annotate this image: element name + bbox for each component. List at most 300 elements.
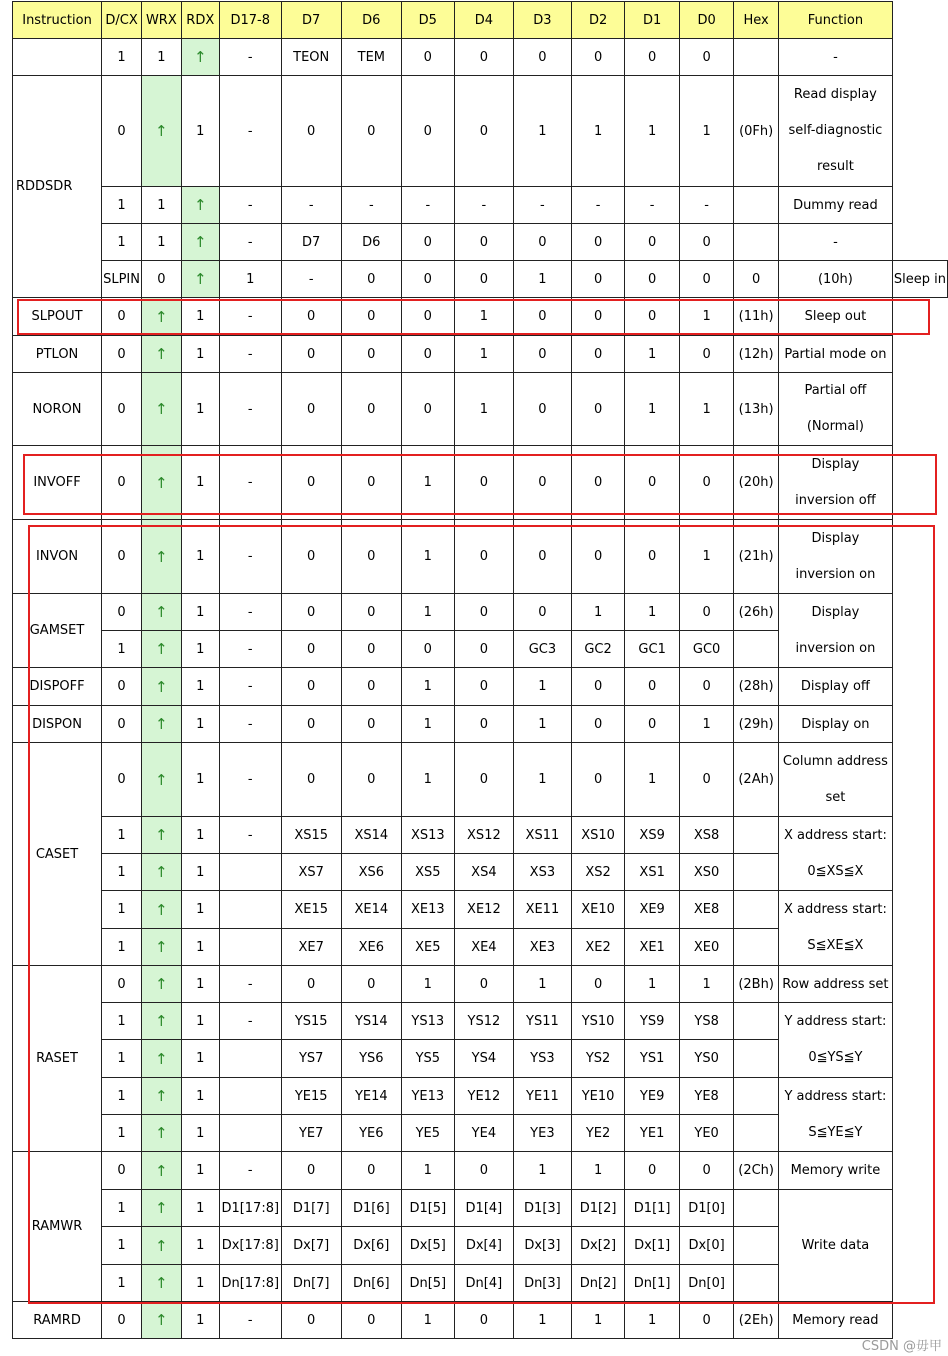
table-cell: XE8: [679, 891, 733, 929]
table-cell: 1: [181, 817, 219, 854]
table-cell: Write data: [778, 1190, 892, 1302]
table-cell: Dn[1]: [625, 1265, 679, 1302]
table-cell: 1: [181, 1227, 219, 1265]
table-cell: YS5: [401, 1040, 454, 1078]
wrx-rising-edge-cell: ↑: [142, 854, 182, 891]
table-cell: 0: [625, 1152, 679, 1190]
table-cell: YS2: [571, 1040, 625, 1078]
table-cell: SLPIN: [102, 261, 142, 298]
table-cell: 1: [181, 854, 219, 891]
table-cell: 0: [102, 76, 142, 187]
table-cell: D1[7]: [281, 1190, 341, 1227]
table-cell: 0: [571, 224, 625, 261]
table-cell: Display inversion off: [778, 446, 892, 520]
table-cell: XS8: [679, 817, 733, 854]
table-cell: D7: [281, 224, 341, 261]
table-cell: YS13: [401, 1003, 454, 1040]
table-cell: Dn[17:8]: [219, 1265, 281, 1302]
table-cell: 0: [281, 668, 341, 706]
table-cell: D1[3]: [514, 1190, 572, 1227]
table-cell: -: [219, 668, 281, 706]
table-cell: 1: [401, 1302, 454, 1339]
table-cell: 1: [102, 1003, 142, 1040]
table-cell: 0: [401, 631, 454, 668]
table-cell: 0: [281, 631, 341, 668]
table-cell: -: [219, 1003, 281, 1040]
table-cell: 1: [219, 261, 281, 298]
table-cell: 1: [401, 446, 454, 520]
table-cell: 1: [102, 891, 142, 929]
table-cell: 0: [281, 706, 341, 743]
table-cell: X address start: 0≦XS≦X: [778, 817, 892, 891]
table-cell: XS15: [281, 817, 341, 854]
table-cell: 1: [514, 706, 572, 743]
table-cell: Sleep out: [778, 298, 892, 336]
table-cell: -: [514, 187, 572, 224]
table-cell: [734, 1227, 779, 1265]
table-cell: [13, 39, 102, 76]
table-cell: [734, 854, 779, 891]
table-cell: [219, 854, 281, 891]
table-cell: 1: [102, 1190, 142, 1227]
table-cell: Y address start: S≦YE≦Y: [778, 1078, 892, 1152]
table-cell: 1: [181, 891, 219, 929]
table-cell: 1: [181, 966, 219, 1003]
table-cell: -: [219, 336, 281, 373]
table-cell: Y address start: 0≦YS≦Y: [778, 1003, 892, 1078]
table-cell: 0: [514, 336, 572, 373]
table-cell: 0: [102, 743, 142, 817]
table-row: [13, 1078, 948, 1115]
table-cell: 1: [142, 39, 182, 76]
wrx-rising-edge-cell: ↑: [142, 373, 182, 446]
wrx-rising-edge-cell: ↑: [142, 1265, 182, 1302]
table-cell: 1: [181, 298, 219, 336]
table-cell: [734, 39, 779, 76]
table-cell: 0: [625, 706, 679, 743]
table-cell: XE7: [281, 929, 341, 966]
table-cell: 1: [454, 373, 513, 446]
table-cell: XS3: [514, 854, 572, 891]
table-cell: -: [219, 520, 281, 594]
table-cell: XE0: [679, 929, 733, 966]
table-cell: Dn[0]: [679, 1265, 733, 1302]
header-cell: D5: [401, 2, 454, 39]
table-cell: [734, 1040, 779, 1078]
wrx-rising-edge-cell: ↑: [142, 298, 182, 336]
table-cell: (29h): [734, 706, 779, 743]
table-cell: X address start: S≦XE≦X: [778, 891, 892, 966]
table-cell: 1: [142, 187, 182, 224]
table-cell: 0: [281, 1302, 341, 1339]
table-row: [13, 224, 948, 261]
table-cell: 1: [142, 224, 182, 261]
table-cell: XS12: [454, 817, 513, 854]
table-cell: Dx[2]: [571, 1227, 625, 1265]
table-cell: 0: [679, 1152, 733, 1190]
table-cell: 1: [102, 1040, 142, 1078]
table-cell: -: [219, 706, 281, 743]
wrx-rising-edge-cell: ↑: [181, 261, 219, 298]
table-cell: (2Bh): [734, 966, 779, 1003]
table-cell: 0: [401, 76, 454, 187]
table-cell: XE13: [401, 891, 454, 929]
table-row: [13, 817, 948, 854]
table-cell: -: [778, 224, 892, 261]
table-row: [13, 373, 948, 446]
header-cell: Function: [778, 2, 892, 39]
table-cell: XE2: [571, 929, 625, 966]
table-cell: 0: [102, 1302, 142, 1339]
table-cell: 0: [281, 446, 341, 520]
table-cell: Dn[7]: [281, 1265, 341, 1302]
table-cell: -: [219, 594, 281, 631]
table-cell: [734, 1115, 779, 1152]
table-cell: 1: [181, 929, 219, 966]
table-cell: 1: [102, 1227, 142, 1265]
table-cell: 0: [341, 520, 401, 594]
table-cell: 1: [102, 187, 142, 224]
table-cell: 1: [102, 854, 142, 891]
table-cell: (26h): [734, 594, 779, 631]
table-cell: XS7: [281, 854, 341, 891]
table-cell: 0: [102, 336, 142, 373]
table-cell: (11h): [734, 298, 779, 336]
table-cell: 0: [679, 261, 733, 298]
wrx-rising-edge-cell: ↑: [142, 594, 182, 631]
header-cell: Instruction: [13, 2, 102, 39]
table-cell: 0: [102, 446, 142, 520]
table-cell: 1: [625, 1302, 679, 1339]
table-row: [13, 594, 948, 631]
table-cell: 0: [514, 446, 572, 520]
table-cell: 0: [625, 298, 679, 336]
table-cell: XS10: [571, 817, 625, 854]
table-cell: YS3: [514, 1040, 572, 1078]
table-row: [13, 520, 948, 594]
table-cell: Dx[4]: [454, 1227, 513, 1265]
table-cell: 1: [679, 706, 733, 743]
table-cell: RDDSDR: [13, 76, 102, 298]
table-cell: 0: [102, 298, 142, 336]
table-cell: RAMWR: [13, 1152, 102, 1302]
table-cell: [734, 224, 779, 261]
table-cell: 1: [401, 743, 454, 817]
table-cell: 1: [181, 743, 219, 817]
table-cell: Dx[7]: [281, 1227, 341, 1265]
table-cell: 0: [734, 261, 779, 298]
table-cell: 0: [401, 39, 454, 76]
table-cell: YE14: [341, 1078, 401, 1115]
table-cell: 1: [102, 1265, 142, 1302]
table-cell: XE1: [625, 929, 679, 966]
table-cell: 1: [181, 446, 219, 520]
table-cell: 0: [102, 1152, 142, 1190]
table-cell: [734, 1265, 779, 1302]
table-cell: XS1: [625, 854, 679, 891]
table-cell: -: [219, 373, 281, 446]
header-cell: Hex: [734, 2, 779, 39]
wrx-rising-edge-cell: ↑: [142, 1115, 182, 1152]
table-cell: 1: [679, 298, 733, 336]
table-cell: CASET: [13, 743, 102, 966]
table-cell: (2Eh): [734, 1302, 779, 1339]
table-cell: Dn[5]: [401, 1265, 454, 1302]
table-cell: 0: [341, 743, 401, 817]
table-cell: [734, 187, 779, 224]
wrx-rising-edge-cell: ↑: [142, 1040, 182, 1078]
table-cell: 1: [679, 373, 733, 446]
table-cell: 0: [679, 336, 733, 373]
table-cell: 1: [181, 1152, 219, 1190]
header-cell: D6: [341, 2, 401, 39]
table-cell: Memory write: [778, 1152, 892, 1190]
table-cell: 1: [401, 668, 454, 706]
table-cell: [219, 891, 281, 929]
table-cell: [734, 891, 779, 929]
table-cell: 0: [454, 966, 513, 1003]
table-cell: 1: [514, 743, 572, 817]
table-cell: Dn[6]: [341, 1265, 401, 1302]
table-cell: 0: [341, 966, 401, 1003]
table-cell: XE6: [341, 929, 401, 966]
table-cell: 1: [181, 668, 219, 706]
wrx-rising-edge-cell: ↑: [142, 706, 182, 743]
table-cell: SLPOUT: [13, 298, 102, 336]
table-cell: Dx[17:8]: [219, 1227, 281, 1265]
table-cell: 1: [181, 1115, 219, 1152]
table-cell: 0: [454, 631, 513, 668]
table-cell: 0: [341, 1152, 401, 1190]
table-cell: 0: [454, 1302, 513, 1339]
table-cell: 1: [514, 668, 572, 706]
table-cell: 0: [571, 39, 625, 76]
table-cell: -: [219, 743, 281, 817]
header-cell: D3: [514, 2, 572, 39]
table-cell: Partial off (Normal): [778, 373, 892, 446]
table-cell: 0: [102, 966, 142, 1003]
table-cell: 1: [571, 1302, 625, 1339]
table-cell: -: [219, 1302, 281, 1339]
table-cell: YS11: [514, 1003, 572, 1040]
table-cell: 0: [454, 743, 513, 817]
table-cell: 1: [181, 1190, 219, 1227]
table-cell: (20h): [734, 446, 779, 520]
table-cell: YS4: [454, 1040, 513, 1078]
table-cell: 1: [401, 1152, 454, 1190]
table-cell: YE6: [341, 1115, 401, 1152]
table-cell: 0: [514, 594, 572, 631]
table-row: [13, 1152, 948, 1190]
table-cell: YE10: [571, 1078, 625, 1115]
table-cell: 0: [102, 373, 142, 446]
table-cell: DISPOFF: [13, 668, 102, 706]
table-cell: (12h): [734, 336, 779, 373]
wrx-rising-edge-cell: ↑: [142, 817, 182, 854]
table-cell: 0: [454, 706, 513, 743]
table-cell: 0: [679, 743, 733, 817]
header-cell: D/CX: [102, 2, 142, 39]
table-cell: Display inversion on: [778, 520, 892, 594]
wrx-rising-edge-cell: ↑: [142, 891, 182, 929]
table-cell: XS11: [514, 817, 572, 854]
table-cell: 0: [341, 594, 401, 631]
table-cell: (2Ch): [734, 1152, 779, 1190]
table-cell: -: [341, 187, 401, 224]
table-cell: 0: [571, 446, 625, 520]
table-cell: 1: [401, 706, 454, 743]
table-cell: 1: [454, 298, 513, 336]
table-cell: 0: [514, 298, 572, 336]
wrx-rising-edge-cell: ↑: [181, 187, 219, 224]
table-cell: -: [219, 1152, 281, 1190]
table-cell: 0: [571, 520, 625, 594]
table-cell: 1: [625, 336, 679, 373]
table-cell: YS0: [679, 1040, 733, 1078]
command-table: [12, 1, 948, 1339]
table-cell: -: [219, 187, 281, 224]
table-cell: 1: [181, 706, 219, 743]
table-cell: YS10: [571, 1003, 625, 1040]
table-cell: 1: [401, 966, 454, 1003]
table-cell: D1[2]: [571, 1190, 625, 1227]
table-cell: 1: [102, 1115, 142, 1152]
table-cell: INVOFF: [13, 446, 102, 520]
table-row: [13, 1003, 948, 1040]
table-cell: 1: [679, 966, 733, 1003]
table-cell: -: [219, 817, 281, 854]
table-cell: 0: [625, 446, 679, 520]
table-cell: D1[6]: [341, 1190, 401, 1227]
table-cell: 0: [625, 39, 679, 76]
table-cell: 0: [401, 261, 454, 298]
table-cell: 0: [454, 446, 513, 520]
wrx-rising-edge-cell: ↑: [142, 743, 182, 817]
table-cell: XE3: [514, 929, 572, 966]
table-cell: YE1: [625, 1115, 679, 1152]
table-cell: 1: [181, 1003, 219, 1040]
table-cell: TEON: [281, 39, 341, 76]
table-cell: (21h): [734, 520, 779, 594]
table-row: [13, 966, 948, 1003]
table-cell: 0: [102, 520, 142, 594]
table-cell: Read display self-diagnostic result: [778, 76, 892, 187]
table-cell: 1: [571, 594, 625, 631]
table-cell: Sleep in: [892, 261, 947, 298]
table-cell: XE15: [281, 891, 341, 929]
table-cell: 0: [571, 743, 625, 817]
table-row: [13, 1190, 948, 1227]
table-row: [13, 336, 948, 373]
table-cell: 0: [281, 1152, 341, 1190]
table-cell: 1: [102, 929, 142, 966]
table-cell: Display inversion on: [778, 594, 892, 668]
table-cell: GAMSET: [13, 594, 102, 668]
table-header-row: [13, 2, 948, 39]
table-cell: 0: [679, 594, 733, 631]
table-cell: 0: [679, 446, 733, 520]
wrx-rising-edge-cell: ↑: [181, 39, 219, 76]
table-cell: 1: [181, 373, 219, 446]
table-cell: 0: [571, 966, 625, 1003]
table-cell: -: [281, 261, 341, 298]
table-cell: 1: [102, 1078, 142, 1115]
table-cell: -: [778, 39, 892, 76]
wrx-rising-edge-cell: ↑: [142, 1190, 182, 1227]
table-cell: D1[0]: [679, 1190, 733, 1227]
wrx-rising-edge-cell: ↑: [142, 446, 182, 520]
table-cell: TEM: [341, 39, 401, 76]
table-cell: Dx[6]: [341, 1227, 401, 1265]
table-cell: 0: [341, 706, 401, 743]
table-cell: 1: [181, 1302, 219, 1339]
table-cell: Dn[3]: [514, 1265, 572, 1302]
table-cell: YS1: [625, 1040, 679, 1078]
table-cell: 0: [454, 668, 513, 706]
table-cell: DISPON: [13, 706, 102, 743]
table-cell: 0: [281, 373, 341, 446]
table-cell: 0: [454, 261, 513, 298]
table-cell: 1: [181, 76, 219, 187]
table-cell: YS15: [281, 1003, 341, 1040]
table-cell: 0: [679, 39, 733, 76]
table-cell: 0: [571, 668, 625, 706]
table-cell: 0: [454, 39, 513, 76]
table-cell: 0: [571, 336, 625, 373]
table-cell: YS9: [625, 1003, 679, 1040]
table-cell: [734, 817, 779, 854]
table-cell: YS12: [454, 1003, 513, 1040]
table-cell: GC0: [679, 631, 733, 668]
table-cell: INVON: [13, 520, 102, 594]
table-cell: D1[1]: [625, 1190, 679, 1227]
table-cell: -: [625, 187, 679, 224]
table-cell: 0: [281, 76, 341, 187]
table-cell: [734, 1003, 779, 1040]
table-cell: 0: [514, 224, 572, 261]
table-cell: XE9: [625, 891, 679, 929]
table-cell: [219, 1078, 281, 1115]
table-cell: GC2: [571, 631, 625, 668]
table-cell: 1: [181, 1078, 219, 1115]
table-cell: YE2: [571, 1115, 625, 1152]
table-cell: Display off: [778, 668, 892, 706]
table-cell: 0: [102, 594, 142, 631]
table-cell: 1: [625, 594, 679, 631]
header-cell: WRX: [142, 2, 182, 39]
header-cell: D0: [679, 2, 733, 39]
table-cell: YE11: [514, 1078, 572, 1115]
table-cell: (0Fh): [734, 76, 779, 187]
wrx-rising-edge-cell: ↑: [181, 224, 219, 261]
table-cell: XS4: [454, 854, 513, 891]
wrx-rising-edge-cell: ↑: [142, 520, 182, 594]
table-cell: 0: [454, 76, 513, 187]
wrx-rising-edge-cell: ↑: [142, 929, 182, 966]
table-cell: 0: [341, 1302, 401, 1339]
header-cell: D7: [281, 2, 341, 39]
table-cell: 0: [281, 336, 341, 373]
table-cell: 1: [571, 76, 625, 187]
table-cell: 0: [341, 298, 401, 336]
table-cell: Dx[3]: [514, 1227, 572, 1265]
table-cell: 0: [281, 594, 341, 631]
table-cell: Dx[0]: [679, 1227, 733, 1265]
table-cell: Row address set: [778, 966, 892, 1003]
wrx-rising-edge-cell: ↑: [142, 1152, 182, 1190]
table-cell: YE12: [454, 1078, 513, 1115]
table-cell: 0: [514, 373, 572, 446]
